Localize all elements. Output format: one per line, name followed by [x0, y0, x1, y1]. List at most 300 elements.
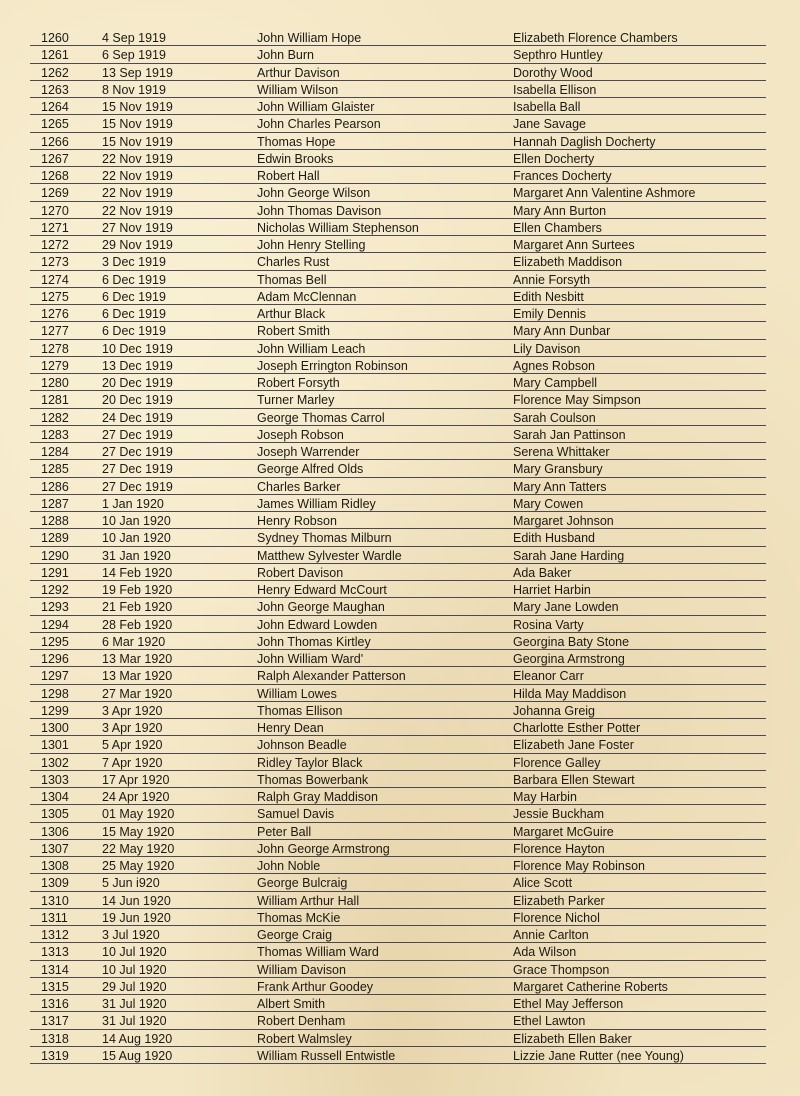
marriage-date: 27 Nov 1919 [102, 220, 173, 235]
groom-name: John George Armstrong [257, 841, 390, 856]
groom-name: Joseph Errington Robinson [257, 358, 408, 373]
table-row [30, 409, 766, 426]
bride-name: Margaret Johnson [513, 514, 614, 528]
groom-name: Henry Robson [257, 514, 337, 528]
bride-name: Florence Nichol [513, 910, 600, 925]
groom-name: John William Hope [257, 31, 362, 45]
bride-name: Elizabeth Jane Foster [513, 738, 634, 753]
groom-name: Johnson Beadle [257, 738, 347, 753]
groom-name: John William Leach [257, 341, 366, 356]
table-row [30, 374, 766, 391]
groom-name: George Alfred Olds [257, 462, 364, 477]
table-row [30, 98, 766, 115]
groom-name: John George Maughan [257, 600, 385, 615]
groom-name: John Henry Stelling [257, 238, 366, 252]
groom-name: Nicholas William Stephenson [257, 220, 419, 235]
entry-number: 1273 [41, 255, 69, 270]
table-row [30, 547, 766, 564]
groom-name: Joseph Robson [257, 427, 344, 442]
bride-name: Ethel Lawton [513, 1014, 586, 1029]
bride-name: Ellen Docherty [513, 151, 595, 166]
table-row [30, 478, 766, 495]
bride-name: Edith Husband [513, 531, 596, 546]
table-row [30, 391, 766, 408]
entry-number: 1290 [41, 548, 69, 563]
groom-name: William Wilson [257, 82, 339, 97]
marriage-date: 19 Feb 1920 [102, 583, 173, 597]
groom-name: Robert Davison [257, 565, 344, 580]
marriage-date: 25 May 1920 [102, 859, 175, 873]
entry-number: 1305 [41, 807, 69, 822]
groom-name: Robert Hall [257, 169, 320, 183]
entry-number: 1280 [41, 376, 69, 390]
bride-name: Lizzie Jane Rutter (nee Young) [513, 1048, 684, 1063]
table-row [30, 667, 766, 684]
table-row [30, 184, 766, 201]
entry-number: 1263 [41, 82, 69, 97]
bride-name: Florence Galley [513, 755, 601, 770]
entry-number: 1285 [41, 462, 69, 477]
entry-number: 1284 [41, 445, 69, 459]
marriage-date: 3 Apr 1920 [102, 703, 163, 718]
groom-name: Adam McClennan [257, 289, 357, 304]
marriage-date: 15 Nov 1919 [102, 100, 173, 114]
groom-name: Peter Ball [257, 824, 312, 839]
marriage-date: 24 Dec 1919 [102, 410, 173, 425]
marriage-date: 13 Mar 1920 [102, 652, 173, 666]
bride-name: Isabella Ball [513, 100, 581, 114]
table-row [30, 322, 766, 339]
marriage-date: 5 Apr 1920 [102, 738, 163, 753]
bride-name: Rosina Varty [513, 617, 584, 632]
marriage-date: 28 Feb 1920 [102, 617, 173, 632]
marriage-date: 15 Aug 1920 [102, 1048, 173, 1063]
marriage-date: 27 Mar 1920 [102, 686, 173, 701]
entry-number: 1279 [41, 358, 69, 373]
marriage-date: 10 Dec 1919 [102, 341, 173, 356]
marriage-date: 17 Apr 1920 [102, 772, 170, 787]
bride-name: Elizabeth Maddison [513, 255, 623, 270]
bride-name: Georgina Baty Stone [513, 634, 630, 649]
bride-name: Alice Scott [513, 876, 573, 891]
bride-name: Mary Ann Tatters [513, 479, 607, 494]
table-row [30, 823, 766, 840]
entry-number: 1306 [41, 824, 69, 839]
groom-name: George Thomas Carrol [257, 410, 385, 425]
marriage-date: 15 Nov 1919 [102, 117, 173, 132]
marriage-date: 14 Feb 1920 [102, 565, 173, 580]
marriage-date: 20 Dec 1919 [102, 393, 173, 408]
table-row [30, 961, 766, 978]
bride-name: Margaret McGuire [513, 824, 614, 839]
entry-number: 1264 [41, 100, 69, 114]
table-row [30, 253, 766, 270]
table-row [30, 1047, 766, 1064]
bride-name: Ada Wilson [513, 945, 577, 960]
table-row [30, 150, 766, 167]
marriage-date: 01 May 1920 [102, 807, 175, 822]
table-row [30, 857, 766, 874]
bride-name: Mary Ann Burton [513, 203, 607, 218]
entry-number: 1299 [41, 703, 69, 718]
table-row [30, 529, 766, 546]
table-row [30, 64, 766, 81]
table-row [30, 702, 766, 719]
groom-name: William Lowes [257, 686, 337, 701]
table-row [30, 581, 766, 598]
groom-name: Joseph Warrender [257, 445, 360, 459]
entry-number: 1275 [41, 289, 69, 304]
table-row [30, 512, 766, 529]
bride-name: Lily Davison [513, 341, 581, 356]
bride-name: Dorothy Wood [513, 65, 593, 80]
marriage-date: 3 Jul 1920 [102, 928, 160, 942]
groom-name: Charles Rust [257, 255, 330, 270]
groom-name: Robert Walmsley [257, 1031, 352, 1046]
groom-name: Henry Edward McCourt [257, 583, 387, 597]
groom-name: Robert Smith [257, 324, 330, 339]
entry-number: 1303 [41, 772, 69, 787]
marriage-date: 10 Jul 1920 [102, 945, 167, 960]
groom-name: John Thomas Davison [257, 203, 382, 218]
bride-name: Florence Hayton [513, 841, 605, 856]
table-row [30, 133, 766, 150]
groom-name: George Bulcraig [257, 876, 348, 891]
entry-number: 1261 [41, 48, 69, 63]
groom-name: Sydney Thomas Milburn [257, 531, 392, 546]
groom-name: Edwin Brooks [257, 151, 334, 166]
table-row [30, 271, 766, 288]
bride-name: Emily Dennis [513, 307, 586, 321]
entry-number: 1317 [41, 1014, 69, 1029]
groom-name: Frank Arthur Goodey [257, 979, 374, 994]
bride-name: Florence May Simpson [513, 393, 641, 408]
marriage-date: 14 Jun 1920 [102, 893, 171, 908]
groom-name: Albert Smith [257, 997, 326, 1011]
entry-number: 1271 [41, 220, 69, 235]
marriage-date: 6 Sep 1919 [102, 48, 166, 63]
marriage-date: 13 Dec 1919 [102, 358, 173, 373]
table-row [30, 288, 766, 305]
groom-name: Henry Dean [257, 721, 324, 735]
marriage-date: 24 Apr 1920 [102, 790, 170, 804]
table-row [30, 719, 766, 736]
groom-name: William Russell Entwistle [257, 1048, 396, 1063]
bride-name: Georgina Armstrong [513, 652, 625, 666]
bride-name: Elizabeth Ellen Baker [513, 1031, 632, 1046]
bride-name: Annie Carlton [513, 928, 589, 942]
marriage-date: 13 Sep 1919 [102, 65, 173, 80]
groom-name: John Charles Pearson [257, 117, 381, 132]
marriage-date: 22 Nov 1919 [102, 186, 173, 201]
marriage-date: 22 May 1920 [102, 841, 175, 856]
groom-name: Matthew Sylvester Wardle [257, 548, 402, 563]
groom-name: Robert Forsyth [257, 376, 340, 390]
entry-number: 1278 [41, 341, 69, 356]
table-row [30, 598, 766, 615]
entry-number: 1281 [41, 393, 69, 408]
marriage-date: 22 Nov 1919 [102, 203, 173, 218]
entry-number: 1314 [41, 962, 69, 977]
table-row [30, 1012, 766, 1029]
entry-number: 1270 [41, 203, 69, 218]
entry-number: 1302 [41, 755, 69, 770]
marriage-date: 3 Apr 1920 [102, 721, 163, 735]
table-row [30, 771, 766, 788]
groom-name: John Edward Lowden [257, 617, 378, 632]
table-row [30, 564, 766, 581]
table-row [30, 219, 766, 236]
marriage-date: 6 Mar 1920 [102, 634, 166, 649]
groom-name: Arthur Davison [257, 65, 340, 80]
table-row [30, 840, 766, 857]
table-row [30, 650, 766, 667]
entry-number: 1295 [41, 634, 69, 649]
bride-name: Edith Nesbitt [513, 289, 584, 304]
entry-number: 1267 [41, 151, 69, 166]
entry-number: 1277 [41, 324, 69, 339]
table-row [30, 892, 766, 909]
groom-name: John Burn [257, 48, 314, 63]
marriage-date: 6 Dec 1919 [102, 272, 166, 287]
marriage-date: 31 Jul 1920 [102, 997, 167, 1011]
groom-name: John William Glaister [257, 100, 375, 114]
marriage-date: 31 Jan 1920 [102, 548, 171, 563]
groom-name: Ridley Taylor Black [257, 755, 363, 770]
groom-name: Thomas McKie [257, 910, 341, 925]
marriage-date: 1 Jan 1920 [102, 496, 164, 511]
table-row [30, 788, 766, 805]
entry-number: 1268 [41, 169, 69, 183]
groom-name: Ralph Gray Maddison [257, 790, 378, 804]
entry-number: 1276 [41, 307, 69, 321]
entry-number: 1312 [41, 928, 69, 942]
entry-number: 1309 [41, 876, 69, 891]
groom-name: Thomas Hope [257, 134, 336, 149]
groom-name: Charles Barker [257, 479, 341, 494]
table-row [30, 995, 766, 1012]
table-row [30, 460, 766, 477]
table-row [30, 616, 766, 633]
table-row [30, 685, 766, 702]
entry-number: 1316 [41, 997, 69, 1011]
marriage-date: 22 Nov 1919 [102, 151, 173, 166]
entry-number: 1274 [41, 272, 69, 287]
groom-name: Thomas Bell [257, 272, 327, 287]
marriage-date: 27 Dec 1919 [102, 479, 173, 494]
entry-number: 1286 [41, 479, 69, 494]
groom-name: James William Ridley [257, 496, 376, 511]
table-row [30, 943, 766, 960]
bride-name: Jessie Buckham [513, 807, 605, 822]
table-row [30, 426, 766, 443]
entry-number: 1311 [41, 910, 68, 925]
entry-number: 1296 [41, 652, 69, 666]
marriage-date: 6 Dec 1919 [102, 289, 166, 304]
marriage-date: 7 Apr 1920 [102, 755, 163, 770]
entry-number: 1272 [41, 238, 69, 252]
bride-name: Ellen Chambers [513, 220, 602, 235]
bride-name: Sarah Jane Harding [513, 548, 625, 563]
table-row [30, 81, 766, 98]
entry-number: 1265 [41, 117, 69, 132]
entry-number: 1307 [41, 841, 69, 856]
bride-name: Hilda May Maddison [513, 686, 627, 701]
bride-name: Ada Baker [513, 565, 572, 580]
marriage-date: 31 Jul 1920 [102, 1014, 167, 1029]
table-row [30, 736, 766, 753]
table-row [30, 443, 766, 460]
marriage-date: 29 Jul 1920 [102, 979, 167, 994]
groom-name: John George Wilson [257, 186, 371, 201]
marriage-register-table [30, 29, 766, 1064]
marriage-date: 14 Aug 1920 [102, 1031, 173, 1046]
groom-name: John William Ward' [257, 652, 364, 666]
bride-name: Sarah Jan Pattinson [513, 427, 626, 442]
bride-name: Sarah Coulson [513, 410, 596, 425]
bride-name: Eleanor Carr [513, 669, 584, 684]
table-row [30, 978, 766, 995]
marriage-date: 13 Mar 1920 [102, 669, 173, 684]
table-row [30, 805, 766, 822]
table-row [30, 46, 766, 63]
groom-name: Turner Marley [257, 393, 335, 408]
bride-name: Jane Savage [513, 117, 586, 132]
bride-name: Isabella Ellison [513, 82, 597, 97]
groom-name: William Davison [257, 962, 346, 977]
table-row [30, 633, 766, 650]
groom-name: John Noble [257, 859, 321, 873]
marriage-date: 27 Dec 1919 [102, 462, 173, 477]
bride-name: Mary Jane Lowden [513, 600, 619, 615]
entry-number: 1304 [41, 790, 69, 804]
table-row [30, 926, 766, 943]
groom-name: Robert Denham [257, 1014, 346, 1029]
bride-name: Frances Docherty [513, 169, 612, 183]
table-row [30, 236, 766, 253]
groom-name: Arthur Black [257, 307, 326, 321]
table-row [30, 495, 766, 512]
entry-number: 1319 [41, 1048, 69, 1063]
entry-number: 1282 [41, 410, 69, 425]
entry-number: 1301 [41, 738, 69, 753]
marriage-date: 20 Dec 1919 [102, 376, 173, 390]
table-row [30, 305, 766, 322]
bride-name: Charlotte Esther Potter [513, 721, 641, 735]
bride-name: Agnes Robson [513, 358, 596, 373]
marriage-date: 21 Feb 1920 [102, 600, 173, 615]
table-row [30, 340, 766, 357]
marriage-date: 29 Nov 1919 [102, 238, 173, 252]
entry-number: 1318 [41, 1031, 69, 1046]
table-row [30, 874, 766, 891]
entry-number: 1293 [41, 600, 69, 615]
table-row [30, 167, 766, 184]
bride-name: Annie Forsyth [513, 272, 591, 287]
entry-number: 1266 [41, 134, 69, 149]
bride-name: Barbara Ellen Stewart [513, 772, 635, 787]
groom-name: George Craig [257, 928, 333, 942]
marriage-date: 4 Sep 1919 [102, 31, 166, 45]
groom-name: Samuel Davis [257, 807, 335, 822]
groom-name: Thomas Ellison [257, 703, 343, 718]
bride-name: Margaret Catherine Roberts [513, 979, 668, 994]
bride-name: Margaret Ann Valentine Ashmore [513, 186, 696, 201]
bride-name: Harriet Harbin [513, 583, 591, 597]
bride-name: Margaret Ann Surtees [513, 238, 635, 252]
marriage-date: 10 Jul 1920 [102, 962, 167, 977]
marriage-date: 6 Dec 1919 [102, 324, 166, 339]
marriage-date: 10 Jan 1920 [102, 514, 171, 528]
marriage-date: 10 Jan 1920 [102, 531, 171, 546]
bride-name: Elizabeth Florence Chambers [513, 31, 678, 45]
bride-name: Hannah Daglish Docherty [513, 134, 656, 149]
entry-number: 1291 [41, 565, 69, 580]
bride-name: Mary Campbell [513, 376, 598, 390]
entry-number: 1269 [41, 186, 69, 201]
entry-number: 1300 [41, 721, 69, 735]
entry-number: 1315 [41, 979, 69, 994]
bride-name: Serena Whittaker [513, 445, 610, 459]
groom-name: William Arthur Hall [257, 893, 360, 908]
marriage-date: 3 Dec 1919 [102, 255, 166, 270]
bride-name: Elizabeth Parker [513, 893, 605, 908]
table-row [30, 909, 766, 926]
marriage-date: 8 Nov 1919 [102, 82, 166, 97]
entry-number: 1294 [41, 617, 69, 632]
groom-name: Thomas William Ward [257, 945, 379, 960]
entry-number: 1287 [41, 496, 69, 511]
entry-number: 1298 [41, 686, 69, 701]
bride-name: Grace Thompson [513, 962, 610, 977]
groom-name: John Thomas Kirtley [257, 634, 371, 649]
table-row [30, 115, 766, 132]
marriage-date: 6 Dec 1919 [102, 307, 166, 321]
entry-number: 1310 [41, 893, 69, 908]
bride-name: Johanna Greig [513, 703, 596, 718]
bride-name: Mary Cowen [513, 496, 584, 511]
entry-number: 1288 [41, 514, 69, 528]
entry-number: 1260 [41, 31, 69, 45]
marriage-date: 27 Dec 1919 [102, 445, 173, 459]
marriage-date: 27 Dec 1919 [102, 427, 173, 442]
entry-number: 1262 [41, 65, 69, 80]
table-row [30, 29, 766, 46]
marriage-date: 19 Jun 1920 [102, 910, 171, 925]
entry-number: 1308 [41, 859, 69, 873]
entry-number: 1297 [41, 669, 69, 684]
table-row [30, 754, 766, 771]
groom-name: Ralph Alexander Patterson [257, 669, 406, 684]
bride-name: Mary Gransbury [513, 462, 603, 477]
bride-name: Ethel May Jefferson [513, 997, 624, 1011]
entry-number: 1283 [41, 427, 69, 442]
entry-number: 1289 [41, 531, 69, 546]
bride-name: Florence May Robinson [513, 859, 646, 873]
marriage-date: 15 Nov 1919 [102, 134, 173, 149]
entry-number: 1292 [41, 583, 69, 597]
marriage-date: 5 Jun i920 [102, 876, 160, 891]
entry-number: 1313 [41, 945, 69, 960]
marriage-date: 22 Nov 1919 [102, 169, 173, 183]
marriage-date: 15 May 1920 [102, 824, 175, 839]
table-row [30, 357, 766, 374]
table-row [30, 1030, 766, 1047]
groom-name: Thomas Bowerbank [257, 772, 369, 787]
bride-name: May Harbin [513, 790, 577, 804]
bride-name: Septhro Huntley [513, 48, 603, 63]
bride-name: Mary Ann Dunbar [513, 324, 611, 339]
